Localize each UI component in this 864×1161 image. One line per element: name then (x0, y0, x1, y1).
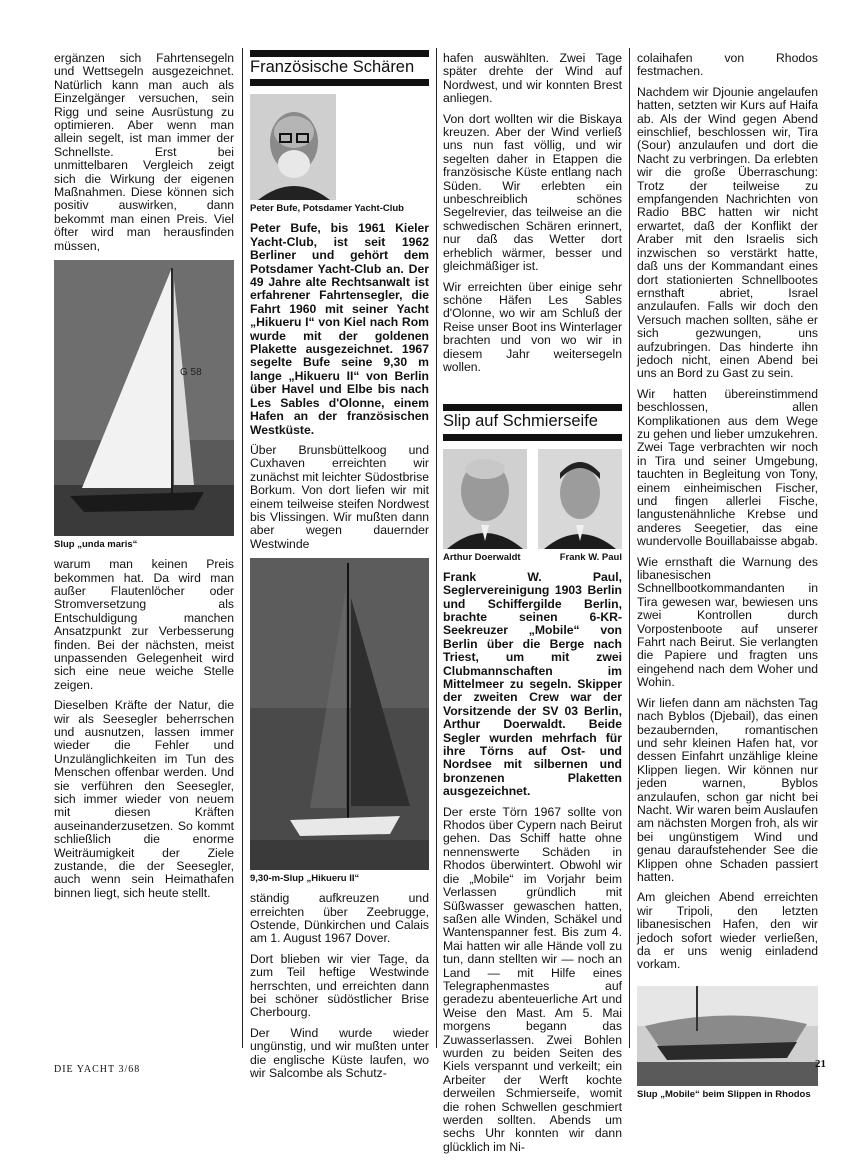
paragraph: Wir hatten übereinstimmend beschlossen, allen Komplikationen aus dem Wege zu gehen und lieber umzukehren. Zwei Tage verbrachten wir noch in Tira und seiner Umgebung, tauchten in Begleitung von Tony, einem einheimischen Fischer, und fingen allerlei Fische, langustenähnliche Krebse und anderes Seegetier, das eine wundervolle Bouillabaisse abgab. (637, 386, 818, 549)
photo-caption: Slup „Mobile“ beim Slippen in Rhodos (637, 1088, 811, 1100)
paragraph: ständig aufkreuzen und erreichten über Zeebrugge, Ostende, Dünkirchen und Calais am 1. August 1967 Dover. (250, 891, 429, 946)
photo-caption: Peter Bufe, Potsdamer Yacht-Club (250, 203, 404, 215)
section-heading: Französische Schären (250, 58, 415, 76)
paragraph: Wie ernsthaft die Warnung des libanesischen Schnellbootkommandanten in Tira gewesen war, bewiesen uns zwei Kontrollen durch Vorpostenboote auf unserer Fahrt nach Beirut. Sie verlangten die Papiere und fragten uns eingehend nach dem Woher und Wohin. (637, 554, 818, 690)
svg-text:G 58: G 58 (180, 367, 202, 379)
page-number: 21 (815, 1058, 826, 1070)
paragraph: Am gleichen Abend erreichten wir Tripoli, den letzten libanesischen Hafen, den wir jedoch sofort wieder verließen, da er uns wenig einladend vorkam. (637, 890, 818, 972)
photo-caption: 9,30-m-Slup „Hikueru II“ (250, 873, 360, 885)
paragraph: Dieselben Kräfte der Natur, die wir als Seesegler beherrschen und ausnutzen, lassen immer wieder die Fehler und Unzulänglichkeiten im Tun des Menschen offenbar werden. Und sie verführen den Seesegler, sich immer wieder von neuem mit diesen Kräften auseinanderzusetzen. So kommt schließlich die enorme Weiträumigkeit der Ziele zustande, die der Seesegler, auch wenn sein Heimathafen binnen liegt, sich heute stellt. (54, 698, 234, 900)
paragraph: Der Wind wurde wieder ungünstig, und wir mußten unter die englische Küste laufen, wo wir Salcombe als Schutz- (250, 1025, 429, 1081)
paragraph: Dort blieben wir vier Tage, da zum Teil heftige Westwinde herrschten, und erreichten dann bei schöner südöstlicher Brise Cherbourg. (250, 951, 429, 1020)
paragraph: Wir erreichten über einige sehr schöne Häfen Les Sables d'Olonne, wo wir am Schluß der Reise unser Boot ins Winterlager brachten und von wo wir in diesem Jahr weitersegeln wollen. (443, 279, 622, 374)
column-rule (242, 48, 243, 1048)
column-2 (250, 46, 429, 1087)
intro-paragraph: Peter Bufe, bis 1961 Kieler Yacht-Club, ist seit 1962 Berliner und gehört dem Potsdamer Yacht-Club an. Der 49 Jahre alte Rechtsanwalt ist erfahrener Fahrtensegler, die Fahrt 1960 mit seiner Yacht „Hikueru I“ von Kiel nach Rom wurde mit der goldenen Plakette ausgezeichnet. 1967 segelte Bufe seine 9,30 m lange „Hikueru II“ von Berlin über Havel und Elbe bis nach Les Sables d'Olonne, einem Hafen an der französischen Westküste. (250, 221, 429, 437)
column-rule (629, 48, 630, 1048)
sailboat-photo-unda-maris (54, 260, 234, 536)
portrait-peter-bufe (250, 94, 336, 200)
sailboat-photo-hikueru-ii (250, 558, 429, 870)
paragraph: ergänzen sich Fahrtensegeln und Wettsegeln ausgezeichnet. Natürlich kann man auch als Einzelgänger versuchen, sein Rigg und seine Ausrüstung zu optimieren. Aber wenn man allein segelt, ist man immer der Schnellste. Erst bei unmittelbaren Vergleich zeigt sich die Wirkung der eigenen Maßnahmen. Diese können sich positiv auswirken, dann bekommt man einen Preis. Viel öfter wird man herausfinden müssen, (54, 51, 234, 253)
section-heading-bar (443, 404, 622, 440)
paragraph: hafen auswählten. Zwei Tage später drehte der Wind auf Nordwest, und wir konnten Brest anliegen. (443, 51, 622, 106)
column-4 (637, 52, 818, 1108)
section-heading: Slip auf Schmierseife (443, 412, 598, 431)
portrait-frank-w-paul (538, 449, 622, 549)
photo-caption: Arthur Doerwaldt (443, 551, 521, 563)
photo-caption: Frank W. Paul (559, 551, 622, 563)
paragraph: Von dort wollten wir die Biskaya kreuzen. Aber der Wind verließ uns nun fast völlig, und wir segelten daher in Etappen die französische Küste entlang nach Süden. Wir erlebten ein unbeschreiblich schönes Segelrevier, das teilweise an die schwedischen Schären erinnert, nur daß das Wetter dort erheblich wärmer, besser und gleichmäßiger ist. (443, 111, 622, 274)
magazine-footer: DIE YACHT 3/68 (54, 1064, 141, 1075)
paragraph: warum man keinen Preis bekommen hat. Da wird man außer Flautenlöcher oder Stromversetzung als Entschuldigung manchen Ansatzpunkt zur Verbesserung finden. Bei der nächsten, meist unpassenden Gelegenheit wird sich eine neue weiche Stelle zeigen. (54, 557, 234, 692)
paragraph: Wir liefen dann am nächsten Tag nach Byblos (Djebail), das einen bezaubernden, romantischen und sehr kleinen Hafen hat, vor dessen Einfahrt unzählige kleine Klippen liegen. Wir können nur jeden warnen, Byblos anzulaufen, schon gar nicht bei Nacht. Wir waren beim Auslaufen am nächsten Morgen froh, als wir bei ungünstigem Wind und genau daraufstehender See die Klippen ohne Schaden passiert hatten. (637, 695, 818, 884)
photo-caption: Slup „unda maris“ (54, 539, 138, 551)
section-heading-bar (250, 50, 429, 86)
paragraph: colaihafen von Rhodos festmachen. (637, 51, 818, 79)
paragraph: Über Brunsbüttelkoog und Cuxhaven erreichten wir zunächst mit leichter Südostbrise Borkum. Von dort liefen wir mit einem teilweise steifen Nordwest bis Vlissingen. Wir mußten dann aber wegen dauernder Westwinde (250, 442, 429, 551)
boat-slipping-photo (637, 986, 818, 1086)
paragraph: Der erste Törn 1967 sollte von Rhodos über Cypern nach Beirut gehen. Das Schiff hatte ohne nennenswerte Schäden in Rhodos überwintert. Obwohl wir die „Mobile“ im Vorjahr beim Verlassen gründlich mit Süßwasser gewaschen hatten, saßen alle Winden, Schäkel und Wantenspanner fest. Bis zum 4. Mai hatten wir alle Hände voll zu tun, dann stellten wir — noch an Land — mit Hilfe eines Telegraphenmastes auf geradezu abenteuerliche Art und Weise den Mast. Am 5. Mai morgens begann das Zuwasserlassen. Zwei Bohlen wurden zu beiden Seiten des Kiels verspannt und verkeilt; ein Arbeiter der Werft kochte derweilen Schmierseife, womit die rohen Schwellen geschmiert werden sollten. Abends um sechs Uhr konnten wir dann glücklich im Ni- (443, 804, 622, 1154)
portrait-pair (443, 449, 622, 549)
intro-paragraph: Frank W. Paul, Seglervereinigung 1903 Berlin und Schiffergilde Berlin, brachte seinen 6-KR-Seekreuzer „Mobile“ von Berlin über die Berge nach Triest, um mit zwei Clubmannschaften im Mittelmeer zu segeln. Skipper der zweiten Crew war der Vorsitzende der SV 03 Berlin, Arthur Doerwaldt. Beide Segler wurden mehrfach für ihre Törns auf Ost- und Nordsee mit silbernen und bronzenen Plaketten ausgezeichnet. (443, 569, 622, 799)
column-rule (436, 48, 437, 1048)
column-3 (443, 52, 622, 1161)
paragraph: Nachdem wir Djounie angelaufen hatten, setzten wir Kurs auf Haifa ab. Als der Wind gegen Abend einschlief, beschlossen wir, Tira (Sour) anzulaufen und dort die Nacht zu verbringen. Da erlebten wir die große Überraschung: Trotz der teilweise zu empfangenden Nachrichten von Radio BBC hatten wir nicht erwartet, daß der Konflikt der Araber mit den Israelis sich inzwischen so verstärkt hatte, daß uns der Kommandant eines dort stationierten Schnellbootes ernsthaft abriet, Israel anzulaufen. Falls wir doch den Versuch machen sollten, sähe er sich gezwungen, uns aufzubringen. Das hinderte ihn jedoch nicht, einen Abend bei uns an Bord zu Gast zu sein. (637, 84, 818, 381)
portrait-arthur-doerwaldt (443, 449, 527, 549)
column-1 (54, 52, 234, 907)
